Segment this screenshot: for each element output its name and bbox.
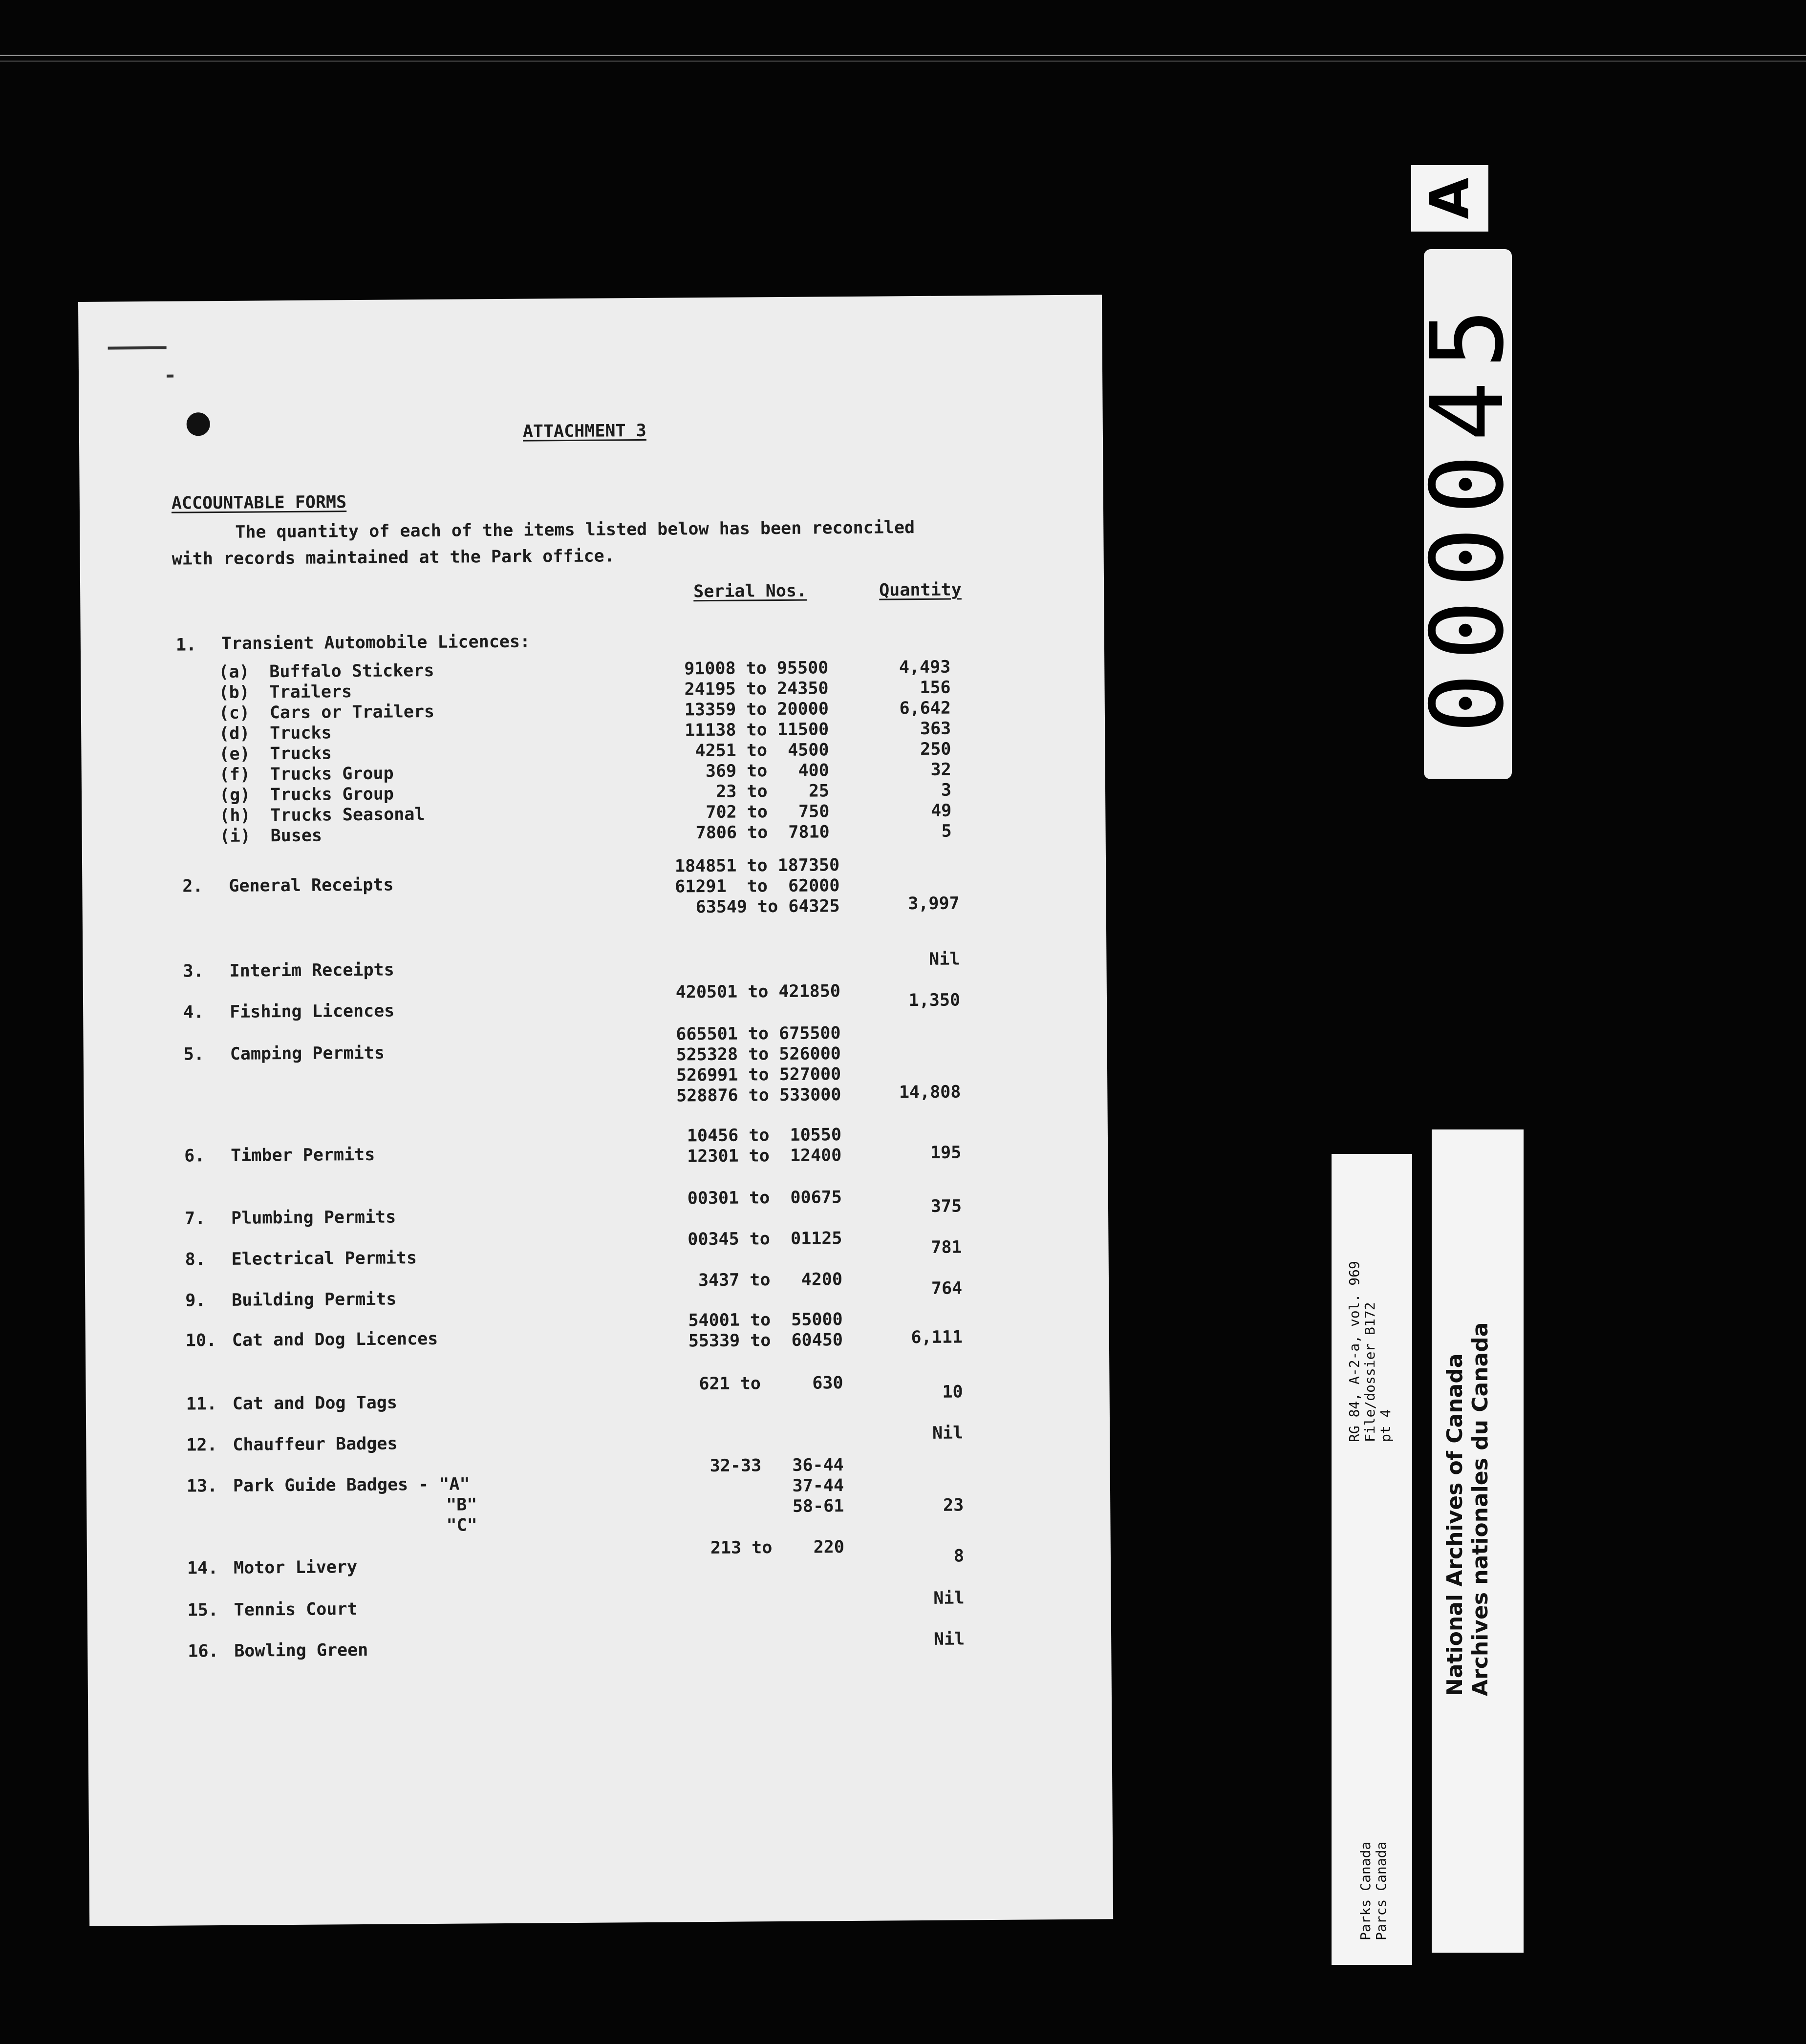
subitem-letter: (c) xyxy=(218,703,250,724)
frame-number-strip xyxy=(1410,249,1526,779)
subitem-serial: 702 to 750 xyxy=(706,802,830,823)
item-serial: 00345 to 01125 xyxy=(688,1229,842,1250)
item-title: Transient Automobile Licences: xyxy=(221,632,531,654)
archive-name-english: National Archives of Canada xyxy=(1442,1353,1467,1696)
subitem-name: Trucks Group xyxy=(270,784,394,805)
item-serial: 12301 to 12400 xyxy=(687,1146,842,1167)
item-number: 15. xyxy=(187,1600,219,1620)
subitem-quantity: 4,493 xyxy=(899,657,951,678)
item-number: 3. xyxy=(183,961,204,981)
badge-label-c: "C" xyxy=(446,1515,477,1535)
frame-letter: A xyxy=(1418,177,1481,219)
item-title: Bowling Green xyxy=(234,1640,368,1661)
item-title: Fishing Licences xyxy=(230,1001,395,1022)
item-quantity: 10 xyxy=(942,1382,963,1402)
subitem-quantity: 49 xyxy=(931,801,952,821)
document-title: ATTACHMENT 3 xyxy=(522,421,646,442)
subitem-letter: (h) xyxy=(219,806,251,826)
organization-line-1: Parks Canada xyxy=(1357,1841,1374,1940)
subitem-letter: (g) xyxy=(219,785,251,806)
item-title: Motor Livery xyxy=(233,1557,358,1578)
item-quantity: 195 xyxy=(930,1143,962,1163)
item-number: 7. xyxy=(184,1209,206,1229)
item-quantity: Nil xyxy=(929,949,960,969)
item-quantity: 764 xyxy=(931,1278,963,1299)
subitem-name: Trucks Group xyxy=(270,764,394,785)
item-quantity: Nil xyxy=(932,1423,964,1443)
subitem-quantity: 250 xyxy=(920,739,951,759)
item-serial: 61291 to 62000 xyxy=(675,876,840,897)
item-title: General Receipts xyxy=(229,875,394,896)
item-serial: 54001 to 55000 xyxy=(688,1310,843,1331)
subitem-serial: 24195 to 24350 xyxy=(684,679,829,700)
subitem-name: Trucks Seasonal xyxy=(270,805,425,826)
item-serial: 621 to 630 xyxy=(699,1373,843,1394)
subitem-serial: 91008 to 95500 xyxy=(684,658,829,679)
subitem-name: Trucks xyxy=(270,723,332,744)
item-number: 5. xyxy=(183,1044,205,1065)
subitem-letter: (e) xyxy=(219,744,250,765)
subitem-letter: (f) xyxy=(219,765,251,785)
item-quantity: Nil xyxy=(933,1588,965,1608)
subitem-quantity: 156 xyxy=(920,678,951,698)
item-serial: 3437 to 4200 xyxy=(698,1270,843,1291)
subitem-serial: 4251 to 4500 xyxy=(695,740,829,761)
subitem-name: Cars or Trailers xyxy=(269,702,435,723)
page-mark xyxy=(167,375,173,378)
item-number: 12. xyxy=(186,1435,217,1455)
section-heading: ACCOUNTABLE FORMS xyxy=(171,492,347,513)
item-title: Cat and Dog Licences xyxy=(232,1329,438,1350)
item-title: Interim Receipts xyxy=(229,960,394,981)
item-number: 1. xyxy=(175,635,197,655)
reference-line-3: pt 4 xyxy=(1377,1409,1394,1442)
item-title: Building Permits xyxy=(232,1289,397,1310)
subitem-letter: (b) xyxy=(218,682,250,703)
subitem-name: Trucks xyxy=(270,744,332,764)
badge-label-b: "B" xyxy=(446,1495,477,1515)
item-serial: 58-61 xyxy=(792,1496,844,1516)
item-quantity: Nil xyxy=(933,1629,965,1649)
intro-line-1: The quantity of each of the items listed below has been reconciled xyxy=(235,518,915,542)
document-page xyxy=(78,295,1113,1926)
organization-line-2: Parcs Canada xyxy=(1373,1841,1389,1940)
subitem-letter: (a) xyxy=(218,662,250,682)
item-quantity: 23 xyxy=(943,1495,964,1515)
subitem-letter: (d) xyxy=(219,724,250,744)
archive-label-card xyxy=(1432,1129,1524,1953)
frame-number: 000045 xyxy=(1410,295,1526,733)
item-serial: 55339 to 60450 xyxy=(688,1330,843,1351)
item-number: 13. xyxy=(186,1476,218,1496)
subitem-name: Buses xyxy=(270,826,322,846)
item-serial: 32-33 36-44 xyxy=(710,1455,844,1476)
punch-hole xyxy=(187,412,210,436)
item-serial: 10456 to 10550 xyxy=(687,1125,842,1146)
item-number: 14. xyxy=(187,1558,218,1578)
subitem-quantity: 5 xyxy=(941,821,952,841)
item-serial: 525328 to 526000 xyxy=(676,1044,841,1065)
subitem-quantity: 363 xyxy=(920,719,951,739)
item-title: Chauffeur Badges xyxy=(233,1434,398,1455)
column-header-serial: Serial Nos. xyxy=(693,581,807,602)
item-serial: 420501 to 421850 xyxy=(675,981,841,1002)
item-quantity: 1,350 xyxy=(908,990,961,1011)
item-quantity: 781 xyxy=(931,1237,962,1257)
item-title: Tennis Court xyxy=(234,1599,358,1620)
item-quantity: 8 xyxy=(953,1546,965,1566)
item-serial: 63549 to 64325 xyxy=(695,896,840,917)
page-mark xyxy=(108,346,167,350)
frame-letter-badge xyxy=(1411,165,1488,232)
subitem-name: Trailers xyxy=(269,682,352,703)
item-number: 2. xyxy=(182,876,203,896)
item-serial: 526991 to 527000 xyxy=(676,1065,841,1086)
item-quantity: 6,111 xyxy=(911,1327,963,1348)
item-number: 9. xyxy=(185,1291,206,1311)
item-quantity: 14,808 xyxy=(899,1082,961,1103)
item-quantity: 375 xyxy=(930,1196,962,1216)
subitem-serial: 11138 to 11500 xyxy=(685,720,829,741)
item-number: 4. xyxy=(183,1002,204,1022)
item-number: 10. xyxy=(185,1331,217,1351)
item-number: 6. xyxy=(184,1146,205,1166)
intro-line-2: with records maintained at the Park office. xyxy=(172,546,615,569)
subitem-name: Buffalo Stickers xyxy=(269,660,434,682)
subitem-quantity: 6,642 xyxy=(899,698,951,719)
column-header-quantity: Quantity xyxy=(879,580,962,600)
film-edge-line xyxy=(0,61,1806,62)
item-serial: 528876 to 533000 xyxy=(676,1085,841,1106)
reference-line-1: RG 84, A-2-a, vol. 969 xyxy=(1346,1261,1362,1442)
item-serial: 665501 to 675500 xyxy=(676,1023,841,1044)
subitem-quantity: 32 xyxy=(930,760,951,780)
item-serial: 37-44 xyxy=(792,1476,844,1496)
item-title: Electrical Permits xyxy=(231,1248,417,1269)
subitem-serial: 7806 to 7810 xyxy=(695,822,830,843)
subitem-quantity: 3 xyxy=(941,780,952,800)
reference-label-card xyxy=(1332,1154,1412,1965)
item-number: 16. xyxy=(188,1641,219,1661)
item-title: Cat and Dog Tags xyxy=(232,1393,398,1414)
subitem-serial: 369 to 400 xyxy=(705,761,829,782)
film-edge-line xyxy=(0,55,1806,56)
reference-line-2: File/dossier B172 xyxy=(1362,1302,1378,1442)
item-serial: 184851 to 187350 xyxy=(674,855,840,876)
item-title: Timber Permits xyxy=(231,1145,375,1166)
item-number: 11. xyxy=(186,1394,217,1414)
subitem-serial: 23 to 25 xyxy=(716,781,830,802)
subitem-letter: (i) xyxy=(219,826,251,847)
item-serial: 213 to 220 xyxy=(710,1537,844,1558)
archive-name-french: Archives nationales du Canada xyxy=(1468,1322,1493,1696)
item-serial: 00301 to 00675 xyxy=(687,1188,842,1209)
subitem-serial: 13359 to 20000 xyxy=(684,699,829,720)
item-title: Camping Permits xyxy=(230,1043,385,1064)
item-number: 8. xyxy=(185,1250,206,1270)
item-title: Park Guide Badges - "A" xyxy=(233,1474,470,1496)
item-quantity: 3,997 xyxy=(908,894,960,914)
item-title: Plumbing Permits xyxy=(231,1207,396,1228)
